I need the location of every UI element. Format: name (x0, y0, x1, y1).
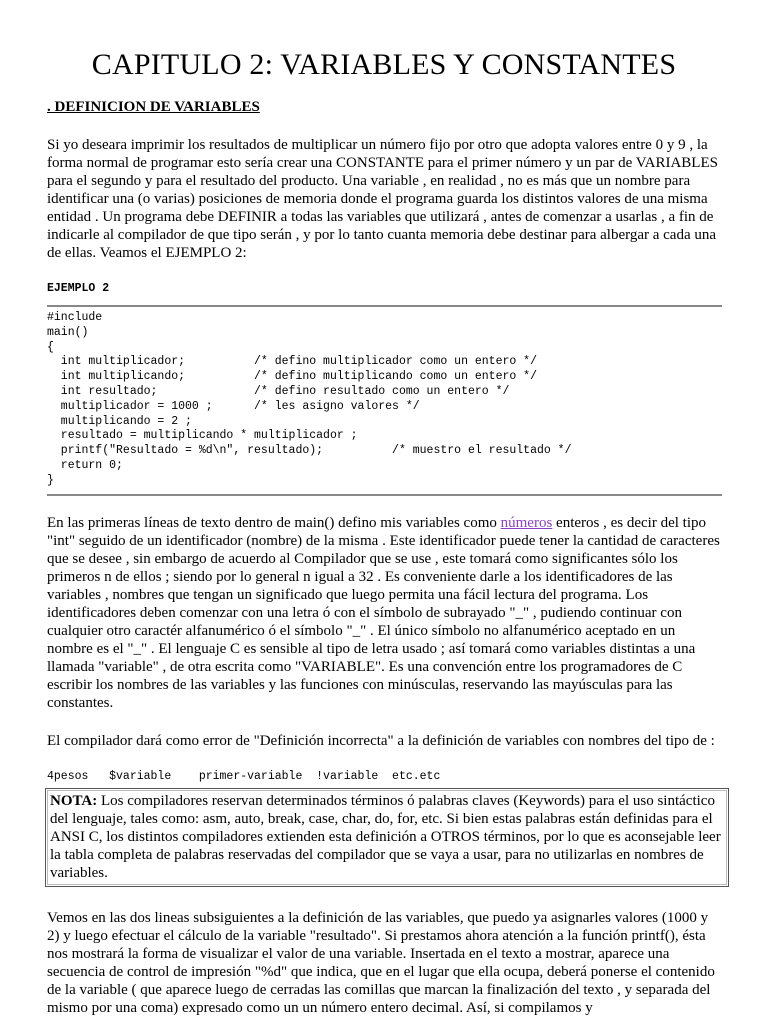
paragraph-text-before-link: En las primeras líneas de texto dentro de main() defino mis variables como (47, 514, 501, 531)
code-line: } (47, 473, 54, 487)
code-line: int multiplicando; /* defino multiplicando como un entero */ (47, 370, 537, 384)
code-line: { (47, 340, 54, 354)
example-label: EJEMPLO 2 (47, 282, 110, 295)
error-paragraph: El compilador dará como error de "Definición incorrecta" a la definición de variables con nombres del tipo de : (47, 732, 715, 749)
code-line: main() (47, 325, 89, 339)
page-title: CAPITULO 2: VARIABLES Y CONSTANTES (91, 48, 677, 81)
printf-paragraph: Vemos en las dos lineas subsiguientes a la definición de las variables, que puedo ya asignarles valores (1000 y 2) y luego efectuar el cálculo de la variable "resultado". Si prestamos ahora atención a la función printf(), ésta nos mostrará la forma de visualizar el valor de una variable. Insertada en el texto a mostrar, aparece una secuencia de control de impresión "%d" que indica, que en el lugar que ella ocupa, deberá ponerse el contenido de la variable ( que aparece luego de cerradas las comillas que marcan la finalización del texto , y separada del mismo por una coma) expresado como un un número entero decimal. Así, si compilamos y (47, 909, 715, 1016)
invalid-identifier-examples: 4pesos $variable primer-variable !variable etc.etc (47, 769, 441, 783)
code-line: multiplicando = 2 ; (47, 414, 192, 428)
code-listing (47, 305, 722, 496)
code-line: int multiplicador; /* defino multiplicador como un entero */ (47, 355, 537, 369)
variables-paragraph (47, 514, 723, 712)
paragraph-text-after-link: enteros , es decir del tipo "int" seguido de un identificador (nombre) de la misma . Este identificador puede tener la cantidad de caracteres que se desee , sin embargo de acuerdo al Compilador que se use , este tomará como significantes sólo los primeros n de ellos ; siendo por lo general n igual a 32 . Es conveniente darle a los identificadores de las variables , nombres que tengan un significado que luego permita una fácil lectura del programa. Los identificadores deben comenzar con una letra ó con el símbolo de subrayado "_" , pudiendo continuar con cualquier otro caractér alfanumérico ó el símbolo "_" . El único símbolo no alfanumérico aceptado en un nombre es el "_" . El lenguaje C es sensible al tipo de letra usado ; así tomará como variables distintas a una llamada "variable" , de otra escrita como "VARIABLE". Es una convención entre los programadores de C escribir los nombres de las variables y las funciones con minúsculas, reservando las mayúsculas para las constantes. (47, 514, 720, 711)
note-label: NOTA: (50, 792, 98, 809)
code-line: printf("Resultado = %d\n", resultado); /* muestro el resultado */ (47, 444, 572, 458)
intro-paragraph: Si yo deseara imprimir los resultados de multiplicar un número fijo por otro que adopta valores entre 0 y 9 , la forma normal de programar esto sería crear una CONSTANTE para el primer número y un par de VARIABLES para el segundo y para el resultado del producto. Una variable , en realidad , no es más que un nombre para identificar una (o varias) posiciones de memoria donde el programa guarda los distintos valores de una misma entidad . Un programa debe DEFINIR a todas las variables que utilizará , antes de comenzar a usarlas , a fin de indicarle al compilador de que tipo serán , y por lo tanto cuanta memoria debe destinar para albergar a cada una de ellas. Veamos el EJEMPLO 2: (47, 137, 718, 261)
code-line: int resultado; /* defino resultado como un entero */ (47, 384, 510, 398)
section-heading: . DEFINICION DE VARIABLES (47, 99, 260, 115)
code-line: return 0; (47, 458, 123, 472)
numeros-link[interactable]: números (500, 514, 553, 531)
note-text: Los compiladores reservan determinados términos ó palabras claves (Keywords) para el uso sintáctico del lenguaje, tales como: asm, auto, break, case, char, do, for, etc. Si bien estas palabras están definidas para el ANSI C, los distintos compiladores extienden esta definición a OTROS términos, por lo que es aconsejable leer la tabla completa de palabras reservadas del compilador que se vaya a usar, para no utilizarlas en nombres de variables. (50, 792, 721, 881)
code-line: multiplicador = 1000 ; /* les asigno valores */ (47, 399, 420, 413)
code-line: #include (47, 311, 103, 324)
note-box (45, 788, 729, 887)
code-line: resultado = multiplicando * multiplicador ; (47, 429, 358, 443)
